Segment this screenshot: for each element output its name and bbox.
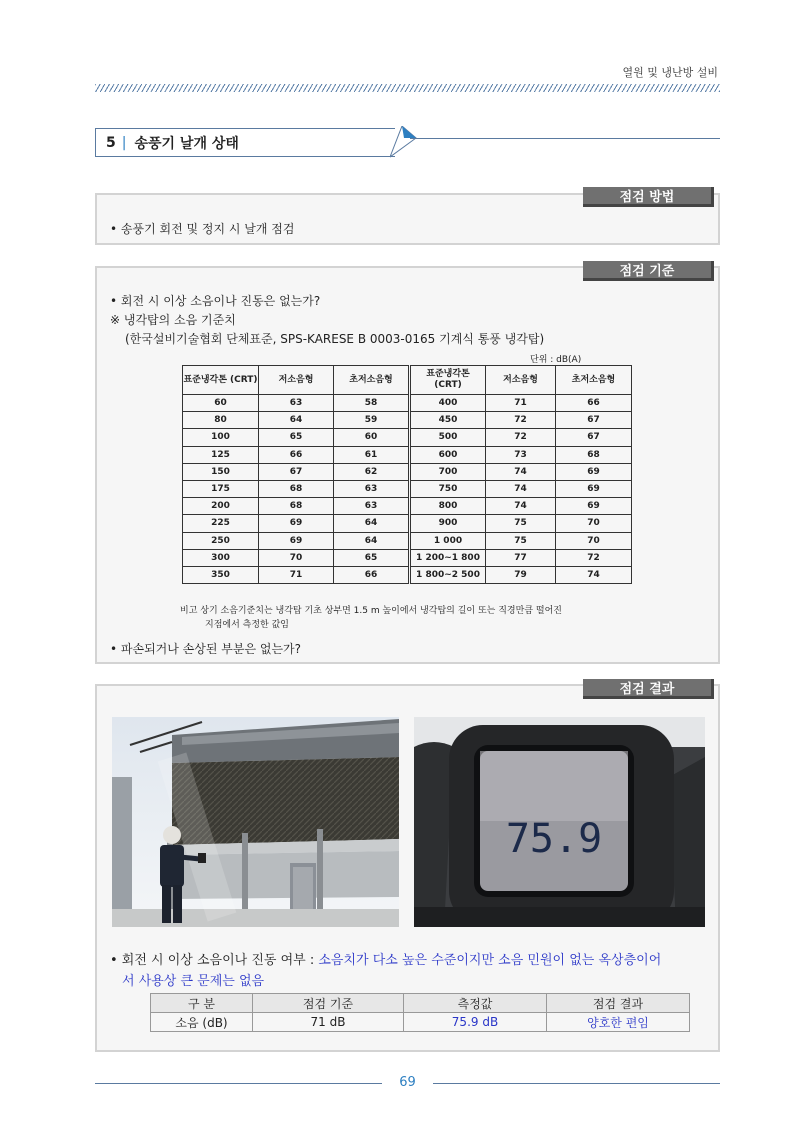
crt-cell: 500 (410, 429, 486, 446)
criteria-note: ※ 냉각탑의 소음 기준치 (110, 313, 236, 327)
crt-cell: 800 (410, 498, 486, 515)
crt-cell: 72 (486, 429, 556, 446)
crt-cell: 64 (334, 515, 410, 532)
crt-cell: 1 200~1 800 (410, 549, 486, 566)
crt-cell: 62 (334, 463, 410, 480)
section-number: 5 (106, 134, 116, 151)
crt-header-cell: 초저소음형 (556, 366, 632, 395)
crt-cell: 250 (183, 532, 259, 549)
result-table-wrap (150, 993, 690, 1032)
crt-cell: 69 (556, 480, 632, 497)
page-number: 69 (399, 1075, 416, 1090)
crt-cell: 150 (183, 463, 259, 480)
crt-cell: 68 (259, 480, 334, 497)
crt-cell: 65 (259, 429, 334, 446)
running-header: 열원 및 냉난방 설비 (622, 66, 718, 79)
crt-cell: 69 (259, 532, 334, 549)
crt-cell: 350 (183, 566, 259, 583)
crt-cell: 900 (410, 515, 486, 532)
result-cell-result: 양호한 편임 (547, 1013, 690, 1032)
crt-cell: 400 (410, 395, 486, 412)
crt-header-cell: 표준냉각톤 (CRT) (183, 366, 259, 395)
crt-cell: 69 (556, 498, 632, 515)
crt-cell: 68 (259, 498, 334, 515)
result-col-criteria: 점검 기준 (253, 994, 404, 1013)
crt-cell: 750 (410, 480, 486, 497)
crt-cell: 73 (486, 446, 556, 463)
result-table (150, 993, 690, 1032)
table-row (183, 463, 632, 480)
table-row (183, 515, 632, 532)
crt-cell: 300 (183, 549, 259, 566)
crt-cell: 61 (334, 446, 410, 463)
result-col-category: 구 분 (151, 994, 253, 1013)
crt-cell: 100 (183, 429, 259, 446)
meter-reading: 75.9 (505, 816, 603, 862)
result-col-result: 점검 결과 (547, 994, 690, 1013)
remark-line-2: 지점에서 측정한 값임 (205, 620, 289, 630)
header-hatch-rule (95, 84, 720, 92)
crt-cell: 75 (486, 532, 556, 549)
noise-standard-table-wrap (182, 365, 632, 584)
crt-cell: 74 (486, 498, 556, 515)
result-cell-criteria: 71 dB (253, 1013, 404, 1032)
table-unit: 단위 : dB(A) (530, 355, 582, 365)
crt-cell: 69 (556, 463, 632, 480)
section-title (95, 128, 395, 157)
crt-cell: 63 (334, 480, 410, 497)
crt-cell: 80 (183, 412, 259, 429)
result-tab: 점검 결과 (583, 679, 714, 699)
remark-line-1: 비고 상기 소음기준치는 냉각탑 기초 상부면 1.5 m 높이에서 냉각탑의 길이 또는 직경만큼 떨어진 (180, 606, 562, 616)
crt-cell: 63 (259, 395, 334, 412)
result-summary-line1 (110, 949, 661, 968)
crt-cell: 450 (410, 412, 486, 429)
crt-cell: 74 (486, 480, 556, 497)
crt-cell: 225 (183, 515, 259, 532)
result-summary-prefix: • 회전 시 이상 소음이나 진동 여부 : (110, 953, 319, 968)
crt-cell: 63 (334, 498, 410, 515)
table-row (183, 498, 632, 515)
footer-rule-right (433, 1083, 720, 1084)
table-row (183, 566, 632, 583)
crt-cell: 72 (486, 412, 556, 429)
crt-cell: 65 (334, 549, 410, 566)
table-row (183, 412, 632, 429)
table-row (183, 532, 632, 549)
crt-cell: 200 (183, 498, 259, 515)
section-rule (410, 138, 720, 139)
crt-header-cell: 저소음형 (486, 366, 556, 395)
crt-cell: 64 (334, 532, 410, 549)
crt-cell: 125 (183, 446, 259, 463)
table-row (183, 549, 632, 566)
crt-cell: 600 (410, 446, 486, 463)
crt-cell: 77 (486, 549, 556, 566)
crt-cell: 74 (486, 463, 556, 480)
crt-cell: 66 (334, 566, 410, 583)
result-col-measured: 측정값 (404, 994, 547, 1013)
noise-standard-table (182, 365, 632, 584)
section-title-slant (390, 126, 420, 158)
result-summary-blue-1: 소음치가 다소 높은 수준이지만 소음 민원이 없는 옥상층이어 (318, 953, 662, 968)
crt-cell: 74 (556, 566, 632, 583)
crt-cell: 67 (556, 429, 632, 446)
table-row (183, 446, 632, 463)
crt-cell: 175 (183, 480, 259, 497)
crt-cell: 58 (334, 395, 410, 412)
section-title-text: 송풍기 날개 상태 (134, 135, 239, 152)
crt-cell: 69 (259, 515, 334, 532)
crt-cell: 67 (556, 412, 632, 429)
method-tab: 점검 방법 (583, 187, 714, 207)
table-row (183, 480, 632, 497)
criteria-source: (한국설비기술협회 단체표준, SPS-KARESE B 0003-0165 기계식 통풍 냉각탑) (125, 332, 545, 346)
crt-cell: 66 (259, 446, 334, 463)
crt-cell: 60 (183, 395, 259, 412)
crt-cell: 72 (556, 549, 632, 566)
crt-cell: 70 (259, 549, 334, 566)
result-summary-line2: 서 사용상 큰 문제는 없음 (122, 974, 265, 989)
crt-cell: 70 (556, 532, 632, 549)
cooling-tower-photo (112, 717, 399, 927)
crt-cell: 79 (486, 566, 556, 583)
crt-header-cell: 저소음형 (259, 366, 334, 395)
crt-cell: 71 (486, 395, 556, 412)
crt-cell: 68 (556, 446, 632, 463)
crt-cell: 1 000 (410, 532, 486, 549)
table-row (183, 429, 632, 446)
crt-header-cell: 표준냉각톤 (CRT) (410, 366, 486, 395)
criteria-item-damage: • 파손되거나 손상된 부분은 없는가? (110, 642, 301, 656)
crt-cell: 700 (410, 463, 486, 480)
crt-header-cell: 초저소음형 (334, 366, 410, 395)
criteria-item-noise: • 회전 시 이상 소음이나 진동은 없는가? (110, 294, 321, 308)
crt-cell: 60 (334, 429, 410, 446)
method-item: • 송풍기 회전 및 정지 시 날개 점검 (110, 222, 295, 236)
crt-cell: 67 (259, 463, 334, 480)
crt-cell: 66 (556, 395, 632, 412)
crt-cell: 59 (334, 412, 410, 429)
result-cell-category: 소음 (dB) (151, 1013, 253, 1032)
crt-cell: 64 (259, 412, 334, 429)
criteria-tab: 점검 기준 (583, 261, 714, 281)
crt-cell: 75 (486, 515, 556, 532)
crt-cell: 70 (556, 515, 632, 532)
crt-cell: 1 800~2 500 (410, 566, 486, 583)
table-row (183, 395, 632, 412)
sound-meter-photo (414, 717, 705, 927)
result-cell-measured: 75.9 dB (404, 1013, 547, 1032)
section-divider: | (121, 134, 127, 151)
footer-rule-left (95, 1083, 382, 1084)
crt-cell: 71 (259, 566, 334, 583)
